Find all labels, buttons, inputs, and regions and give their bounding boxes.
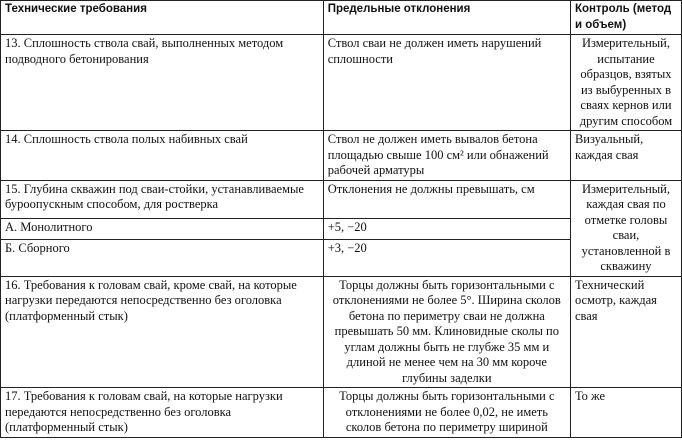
requirement-cell: 17. Требования к головам свай, на которые нагрузки передаются непосредственно без оголовка (платформенный стык) [1,388,324,438]
header-control: Контроль (метод и объем) [570,1,681,35]
requirement-cell: Б. Сборного [1,240,324,276]
header-requirements: Технические требования [1,1,324,35]
requirement-cell: А. Монолитного [1,219,324,240]
requirement-cell: 16. Требования к головам свай, кроме свай, на которые нагрузки передаются непосредственно без оголовка (платформенный стык) [1,276,324,388]
deviation-cell: Торцы должны быть горизонтальными с отклонениями не более 5°. Ширина сколов бетона по периметру сваи не должна превышать 50 мм. Клиновидные сколы по углам должны быть не глубже 35 мм и длиной не менее чем на 30 мм короче глубины заделки [323,276,570,388]
requirement-cell: 15. Глубина скважин под сваи-стойки, устанавливаемые буроопускным способом, для ростверка [1,180,324,219]
deviation-cell: Ствол не должен иметь вывалов бетона площадью свыше 100 см² или обнажений рабочей арматуры [323,131,570,181]
deviation-cell: +3, −20 [323,240,570,276]
control-cell: Измерительный, каждая свая по отметке головы сваи, установленной в скважину [570,180,681,276]
table-row [1,388,682,438]
deviation-cell: Ствол сваи не должен иметь нарушений сплошности [323,35,570,131]
control-cell: Визуальный, каждая свая [570,131,681,181]
table-header-row [1,1,682,35]
control-cell: Измерительный, испытание образцов, взятых из выбуренных в сваях кернов или другим способом [570,35,681,131]
requirement-cell: 14. Сплошность ствола полых набивных свай [1,131,324,181]
deviation-cell: Отклонения не должны превышать, см [323,180,570,219]
table-row [1,276,682,388]
header-deviations: Предельные отклонения [323,1,570,35]
table-row [1,35,682,131]
table-row [1,131,682,181]
table-row [1,180,682,219]
deviation-cell: +5, −20 [323,219,570,240]
control-cell: То же [570,388,681,438]
deviation-cell: Торцы должны быть горизонтальными с отклонениями не более 0,02, не иметь сколов бетона по периметру шириной [323,388,570,438]
control-cell: Технический осмотр, каждая свая [570,276,681,388]
requirement-cell: 13. Сплошность ствола свай, выполненных методом подводного бетонирования [1,35,324,131]
